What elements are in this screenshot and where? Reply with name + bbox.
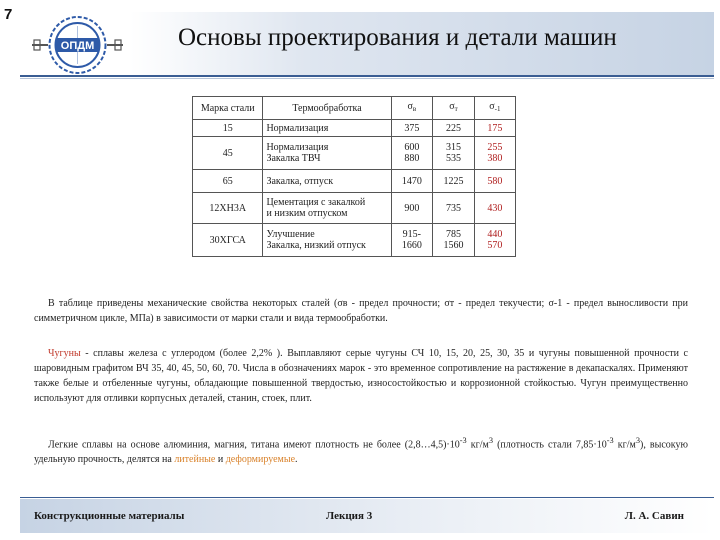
paragraph-table-description: В таблице приведены механические свойства некоторых сталей (σв - предел прочности; σт - предел текучести; σ-1 - предел выносливости при симметричном цикле, МПа) в зависимости от марки стали и вида термообработки. xyxy=(34,298,688,324)
light-alloys-text-5: ), высокую удельную прочность, делятся на xyxy=(34,439,688,466)
cell-sigma-1: 440 570 xyxy=(474,224,515,257)
cell-treatment: Нормализация xyxy=(263,120,391,137)
sigma-subscript: т xyxy=(454,105,458,113)
cell-sigma-t: 785 1560 xyxy=(433,224,475,257)
column-header-sigma-1 xyxy=(474,97,515,120)
steel-properties-table xyxy=(192,96,516,257)
table-row xyxy=(193,224,516,257)
sigma-symbol: σ xyxy=(449,101,455,112)
light-alloys-text-1: Легкие сплавы на основе алюминия, магния, титана имеют плотность не более (2,8…4,5)·10 xyxy=(48,439,460,451)
cell-treatment: Закалка, отпуск xyxy=(263,170,391,193)
header-divider-thin xyxy=(20,78,714,79)
light-alloys-text-4: кг/м xyxy=(613,439,636,451)
paragraph-cast-iron xyxy=(34,346,688,406)
cell-sigma-t: 735 xyxy=(433,193,475,224)
cell-sigma-b: 600 880 xyxy=(391,137,433,170)
footer-author: Л. А. Савин xyxy=(624,510,684,522)
footer-divider xyxy=(20,497,714,498)
logo-text: ОПДМ xyxy=(60,40,95,52)
page-title: Основы проектирования и детали машин xyxy=(178,24,617,51)
header-divider xyxy=(20,75,714,77)
cell-sigma-b: 900 xyxy=(391,193,433,224)
table-header-row xyxy=(193,97,516,120)
cell-sigma-t: 1225 xyxy=(433,170,475,193)
cell-grade: 45 xyxy=(193,137,263,170)
table-body xyxy=(193,120,516,257)
exponent: -3 xyxy=(459,436,467,445)
cell-treatment: Улучшение Закалка, низкий отпуск xyxy=(263,224,391,257)
sigma-subscript: в xyxy=(412,105,417,113)
column-header-grade: Марка стали xyxy=(193,97,263,120)
table-row xyxy=(193,137,516,170)
slide-number: 7 xyxy=(4,6,13,23)
light-alloys-text-end: . xyxy=(295,454,298,466)
cell-grade: 15 xyxy=(193,120,263,137)
exponent: 3 xyxy=(635,436,641,445)
cell-treatment: Нормализация Закалка ТВЧ xyxy=(263,137,391,170)
cell-sigma-b: 375 xyxy=(391,120,433,137)
table-row xyxy=(193,120,516,137)
cell-sigma-1: 175 xyxy=(474,120,515,137)
university-logo xyxy=(30,14,125,76)
exponent: -3 xyxy=(606,436,614,445)
cell-sigma-1: 430 xyxy=(474,193,515,224)
exponent: 3 xyxy=(488,436,493,445)
term-cast-alloys: литейные xyxy=(174,454,216,466)
footer-topic: Конструкционные материалы xyxy=(34,510,185,522)
sigma-symbol: σ xyxy=(489,101,495,112)
column-header-treatment: Термообработка xyxy=(263,97,391,120)
cell-sigma-1: 580 xyxy=(474,170,515,193)
cell-sigma-b: 915- 1660 xyxy=(391,224,433,257)
table-row xyxy=(193,170,516,193)
light-alloys-text-3: (плотность стали 7,85·10 xyxy=(493,439,607,451)
cell-sigma-t: 315 535 xyxy=(433,137,475,170)
sigma-symbol: σ xyxy=(407,101,413,112)
light-alloys-text-2: кг/м xyxy=(466,439,489,451)
cell-sigma-1: 255 380 xyxy=(474,137,515,170)
paragraph-light-alloys xyxy=(34,433,688,467)
column-header-sigma-b xyxy=(391,97,433,120)
cell-sigma-b: 1470 xyxy=(391,170,433,193)
cell-grade: 65 xyxy=(193,170,263,193)
column-header-sigma-t xyxy=(433,97,475,120)
cell-treatment: Цементация с закалкой и низким отпуском xyxy=(263,193,391,224)
term-cast-iron: Чугуны xyxy=(48,348,81,359)
paragraph-cast-iron-text: - сплавы железа с углеродом (более 2,2% ). Выплавляют серые чугуны СЧ 10, 15, 20, 25, 30, 35 и чугуны повышенной прочности с шаровидным графитом ВЧ 35, 40, 45, 50, 60, 70. Числа в обозначениях марок - это временное сопротивление на растяжение в декапаскалях. Применяют также белые и отбеленные чугуны, обладающие повышенной твердостью, износостойкостью и коррозионной стойкостью. Чугун преимущественно используют для отливки корпусных деталей, станин, стоек, плит. xyxy=(34,348,688,404)
sigma-subscript: -1 xyxy=(494,105,501,113)
cell-grade: 30ХГСА xyxy=(193,224,263,257)
cell-sigma-t: 225 xyxy=(433,120,475,137)
table-row xyxy=(193,193,516,224)
cell-grade: 12ХН3А xyxy=(193,193,263,224)
term-wrought-alloys: деформируемые xyxy=(225,454,296,466)
light-alloys-text-and: и xyxy=(215,454,226,466)
footer-band xyxy=(20,499,714,533)
footer-lecture: Лекция 3 xyxy=(326,510,373,522)
